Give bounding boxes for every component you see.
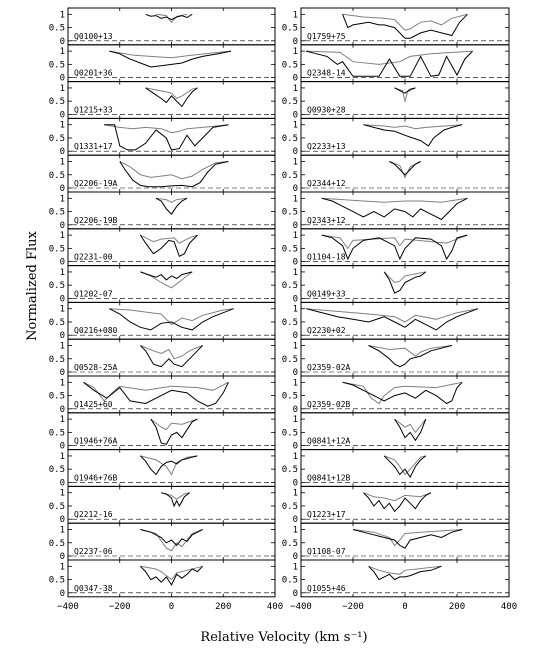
y-tick-label: 0.5: [281, 207, 298, 218]
y-tick-label: 1: [292, 562, 298, 573]
panel-q2233+13: [282, 118, 509, 157]
gray-spectrum-line: [384, 456, 426, 475]
quasar-label: Q0528-25A: [74, 363, 118, 372]
gray-spectrum-line: [384, 272, 426, 283]
quasar-label: Q0841+12A: [307, 436, 351, 446]
y-tick-label: 0: [292, 441, 298, 452]
gray-spectrum-line: [120, 162, 229, 179]
y-tick-label: 0.5: [281, 465, 298, 476]
black-spectrum-line: [140, 456, 197, 475]
y-tick-label: 0: [292, 331, 298, 342]
quasar-label: Q2212-16: [74, 510, 113, 520]
gray-spectrum-line: [140, 235, 197, 243]
y-tick-label: 1: [292, 378, 298, 389]
y-tick-label: 0.5: [281, 60, 298, 71]
panel-q2206-19a: [49, 155, 275, 194]
black-spectrum-line: [151, 419, 198, 444]
y-tick-label: 1: [292, 451, 298, 462]
y-tick-label: 0.5: [281, 97, 298, 108]
y-tick-label: 1: [292, 194, 298, 205]
y-tick-label: 0.5: [48, 97, 65, 108]
y-tick-label: 0.5: [48, 207, 65, 218]
y-tick-label: 0: [59, 220, 65, 231]
panel-q1425+60: [49, 376, 275, 415]
x-tick-label: −200: [108, 601, 131, 612]
y-tick-label: 0: [292, 515, 298, 526]
quasar-label: Q1759+75: [307, 31, 346, 41]
quasar-label: Q0930+28: [307, 105, 346, 115]
panel-q1759+75: [282, 8, 509, 47]
panel-q1108-07: [282, 523, 509, 562]
x-tick-label: −200: [342, 601, 364, 612]
y-tick-label: 1: [59, 157, 65, 168]
black-spectrum-line: [369, 346, 452, 367]
gray-spectrum-line: [353, 530, 462, 546]
y-tick-label: 0: [292, 294, 298, 305]
panel-q1331+17: [49, 118, 275, 157]
panel-q2359-02b: [282, 376, 509, 415]
panel-q0201+36: [49, 45, 275, 84]
panel-q2237-06: [49, 523, 275, 562]
black-spectrum-line: [343, 14, 468, 38]
x-tick-label: 200: [448, 601, 466, 612]
y-tick-label: 0.5: [281, 391, 298, 402]
y-tick-label: 0: [59, 147, 65, 158]
y-tick-label: 0: [59, 73, 65, 84]
y-tick-label: 1: [59, 194, 65, 205]
gray-spectrum-line: [343, 14, 468, 30]
panel-q1215+33: [49, 82, 275, 121]
y-tick-label: 1: [292, 120, 298, 131]
black-spectrum-line: [363, 493, 431, 512]
quasar-label: Q1055+46: [307, 583, 346, 593]
y-tick-label: 0.5: [281, 170, 298, 181]
panel-q2230+02: [282, 302, 509, 341]
y-tick-label: 1: [292, 231, 298, 242]
panel-q0930+28: [282, 82, 509, 121]
black-spectrum-line: [140, 566, 202, 585]
panel-q0100+13: [49, 8, 275, 47]
y-tick-label: 0: [292, 478, 298, 489]
black-spectrum-line: [109, 51, 231, 67]
panel-q0216+080: [49, 302, 275, 341]
y-tick-label: 0: [292, 368, 298, 378]
quasar-label: Q0100+13: [74, 31, 113, 41]
gray-spectrum-line: [140, 346, 202, 359]
panel-q1055+46: [282, 560, 509, 599]
quasar-label: Q2343+12: [307, 215, 346, 225]
quasar-label: Q0216+080: [74, 326, 118, 336]
black-spectrum-line: [389, 162, 420, 175]
y-tick-label: 0: [59, 36, 65, 47]
panel-q2212-16: [49, 486, 275, 525]
y-tick-label: 1: [59, 415, 65, 426]
y-tick-label: 1: [59, 304, 65, 315]
y-tick-label: 0.5: [48, 501, 65, 512]
y-tick-label: 0: [59, 515, 65, 526]
x-tick-label: −400: [290, 601, 312, 612]
y-tick-label: 1: [59, 378, 65, 389]
panel-grid: [49, 8, 509, 599]
y-tick-label: 1: [292, 10, 298, 21]
y-tick-label: 1: [59, 267, 65, 278]
y-tick-label: 1: [59, 231, 65, 242]
black-spectrum-line: [140, 530, 202, 546]
gray-spectrum-line: [140, 456, 197, 475]
panel-q1946+76b: [49, 450, 275, 489]
y-tick-label: 0.5: [48, 428, 65, 439]
gray-spectrum-line: [363, 493, 431, 501]
y-tick-label: 0: [59, 110, 65, 121]
y-tick-label: 1: [59, 47, 65, 58]
gray-spectrum-line: [322, 198, 468, 202]
y-tick-label: 0: [292, 110, 298, 121]
x-tick-labels: [57, 602, 517, 612]
y-tick-label: 0.5: [281, 23, 298, 34]
y-tick-label: 0.5: [281, 244, 298, 255]
y-tick-label: 1: [292, 267, 298, 278]
quasar-label: Q2344+12: [307, 179, 346, 188]
quasar-label: Q2359-02A: [307, 363, 351, 372]
quasar-label: Q0201+36: [74, 68, 113, 78]
quasar-label: Q1946+76A: [74, 436, 118, 446]
y-tick-label: 1: [292, 415, 298, 426]
panel-q1946+76a: [49, 413, 275, 452]
y-tick-label: 0.5: [48, 23, 65, 34]
y-tick-label: 1: [59, 562, 65, 573]
y-tick-label: 0: [292, 184, 298, 194]
y-tick-label: 0: [59, 368, 65, 378]
quasar-label: Q2230+02: [307, 326, 346, 336]
black-spectrum-line: [140, 272, 192, 280]
y-tick-label: 1: [59, 341, 65, 352]
y-tick-label: 0: [292, 220, 298, 231]
quasar-label: Q1223+17: [307, 510, 346, 520]
quasar-label: Q1202-07: [74, 289, 113, 299]
y-tick-label: 0: [59, 294, 65, 305]
quasar-label: Q2231-00: [74, 252, 113, 262]
black-spectrum-line: [104, 125, 228, 150]
y-tick-label: 1: [292, 304, 298, 315]
y-tick-label: 0.5: [48, 391, 65, 402]
panel-q2206-19b: [49, 192, 275, 231]
quasar-label: Q1108-07: [307, 547, 346, 556]
y-tick-label: 1: [59, 451, 65, 462]
panel-q2231-00: [49, 229, 275, 268]
quasar-label: Q1425+60: [74, 399, 113, 409]
y-tick-label: 1: [59, 10, 65, 21]
y-tick-label: 1: [292, 157, 298, 168]
x-tick-label: 400: [500, 601, 518, 612]
y-tick-label: 0.5: [48, 170, 65, 181]
y-tick-label: 0.5: [48, 244, 65, 255]
y-tick-label: 0.5: [281, 317, 298, 328]
y-tick-label: 0.5: [48, 465, 65, 476]
gray-spectrum-line: [369, 346, 452, 357]
quasar-label: Q1215+33: [74, 105, 113, 115]
y-tick-label: 1: [59, 83, 65, 94]
panel-q1202-07: [49, 266, 275, 305]
y-tick-label: 1: [59, 120, 65, 131]
gray-spectrum-line: [104, 125, 228, 133]
x-tick-label: 200: [215, 601, 232, 612]
y-tick-label: 0: [292, 552, 298, 562]
black-spectrum-line: [384, 272, 426, 293]
gray-spectrum-line: [343, 382, 463, 403]
quasar-label: Q0841+12B: [307, 473, 351, 483]
y-tick-label: 0.5: [281, 428, 298, 439]
quasar-label: Q2237-06: [74, 547, 113, 556]
y-tick-label: 0: [59, 552, 65, 562]
y-tick-label: 1: [292, 47, 298, 58]
black-spectrum-line: [140, 346, 202, 367]
y-tick-label: 0: [59, 404, 65, 415]
black-spectrum-line: [161, 493, 189, 506]
x-tick-label: 0: [168, 601, 175, 612]
y-tick-label: 0: [292, 36, 298, 47]
y-tick-label: 0.5: [48, 133, 65, 144]
x-tick-label: 400: [266, 601, 284, 612]
y-tick-label: 0: [292, 588, 298, 599]
y-tick-label: 0: [59, 588, 65, 599]
y-tick-label: 0.5: [281, 133, 298, 144]
black-spectrum-line: [156, 198, 187, 214]
y-tick-label: 1: [292, 488, 298, 499]
y-tick-label: 0.5: [281, 501, 298, 512]
y-axis-title: Normalized Flux: [25, 231, 40, 341]
quasar-label: Q2206-19B: [74, 215, 118, 225]
panel-q0841+12a: [282, 413, 509, 452]
x-tick-label: 0: [402, 601, 408, 612]
panel-q0528-25a: [49, 339, 275, 378]
quasar-label: Q0347-38: [74, 583, 113, 593]
y-tick-label: 1: [292, 341, 298, 352]
y-tick-label: 0: [292, 257, 298, 268]
y-tick-label: 0.5: [48, 354, 65, 365]
panel-q1104-18: [282, 229, 509, 268]
quasar-label: Q0149+33: [307, 289, 346, 299]
panel-q0149+33: [282, 266, 509, 305]
quasar-label: Q2206-19A: [74, 179, 118, 188]
black-spectrum-line: [353, 530, 462, 549]
panel-q2359-02a: [282, 339, 509, 378]
y-tick-label: 0: [292, 404, 298, 415]
y-tick-label: 1: [59, 488, 65, 499]
panel-q2348-14: [282, 45, 509, 84]
y-tick-label: 1: [292, 525, 298, 536]
black-spectrum-line: [120, 162, 229, 187]
black-spectrum-line: [369, 566, 442, 579]
y-tick-label: 1: [59, 525, 65, 536]
y-tick-label: 0.5: [281, 354, 298, 365]
y-tick-label: 0.5: [48, 317, 65, 328]
y-tick-label: 0: [59, 478, 65, 489]
y-tick-label: 0.5: [48, 538, 65, 549]
x-tick-label: −400: [57, 601, 79, 612]
quasar-label: Q2348-14: [307, 68, 346, 78]
panel-q1223+17: [282, 486, 509, 525]
quasar-label: Q1946+76B: [74, 473, 118, 483]
y-tick-label: 1: [292, 83, 298, 94]
y-tick-label: 0: [292, 73, 298, 84]
quasar-label: Q1331+17: [74, 142, 113, 152]
y-tick-label: 0.5: [281, 538, 298, 549]
quasar-label: Q2233+13: [307, 142, 346, 152]
panel-q0841+12b: [282, 450, 509, 489]
quasar-label: Q2359-02B: [307, 399, 351, 409]
panel-q0347-38: [49, 560, 275, 599]
y-tick-label: 0.5: [281, 281, 298, 292]
y-tick-label: 0.5: [48, 60, 65, 71]
y-tick-label: 0: [59, 257, 65, 268]
quasar-label: Q1104-18: [307, 252, 346, 262]
y-tick-label: 0: [59, 441, 65, 452]
y-tick-label: 0.5: [48, 281, 65, 292]
y-tick-label: 0.5: [48, 575, 65, 586]
panel-q2344+12: [282, 155, 509, 194]
y-tick-label: 0.5: [281, 575, 298, 586]
y-tick-label: 0: [292, 147, 298, 158]
x-axis-title: Relative Velocity (km s⁻¹): [200, 630, 368, 645]
y-tick-label: 0: [59, 184, 65, 194]
panel-q2343+12: [282, 192, 509, 231]
y-tick-label: 0: [59, 331, 65, 342]
